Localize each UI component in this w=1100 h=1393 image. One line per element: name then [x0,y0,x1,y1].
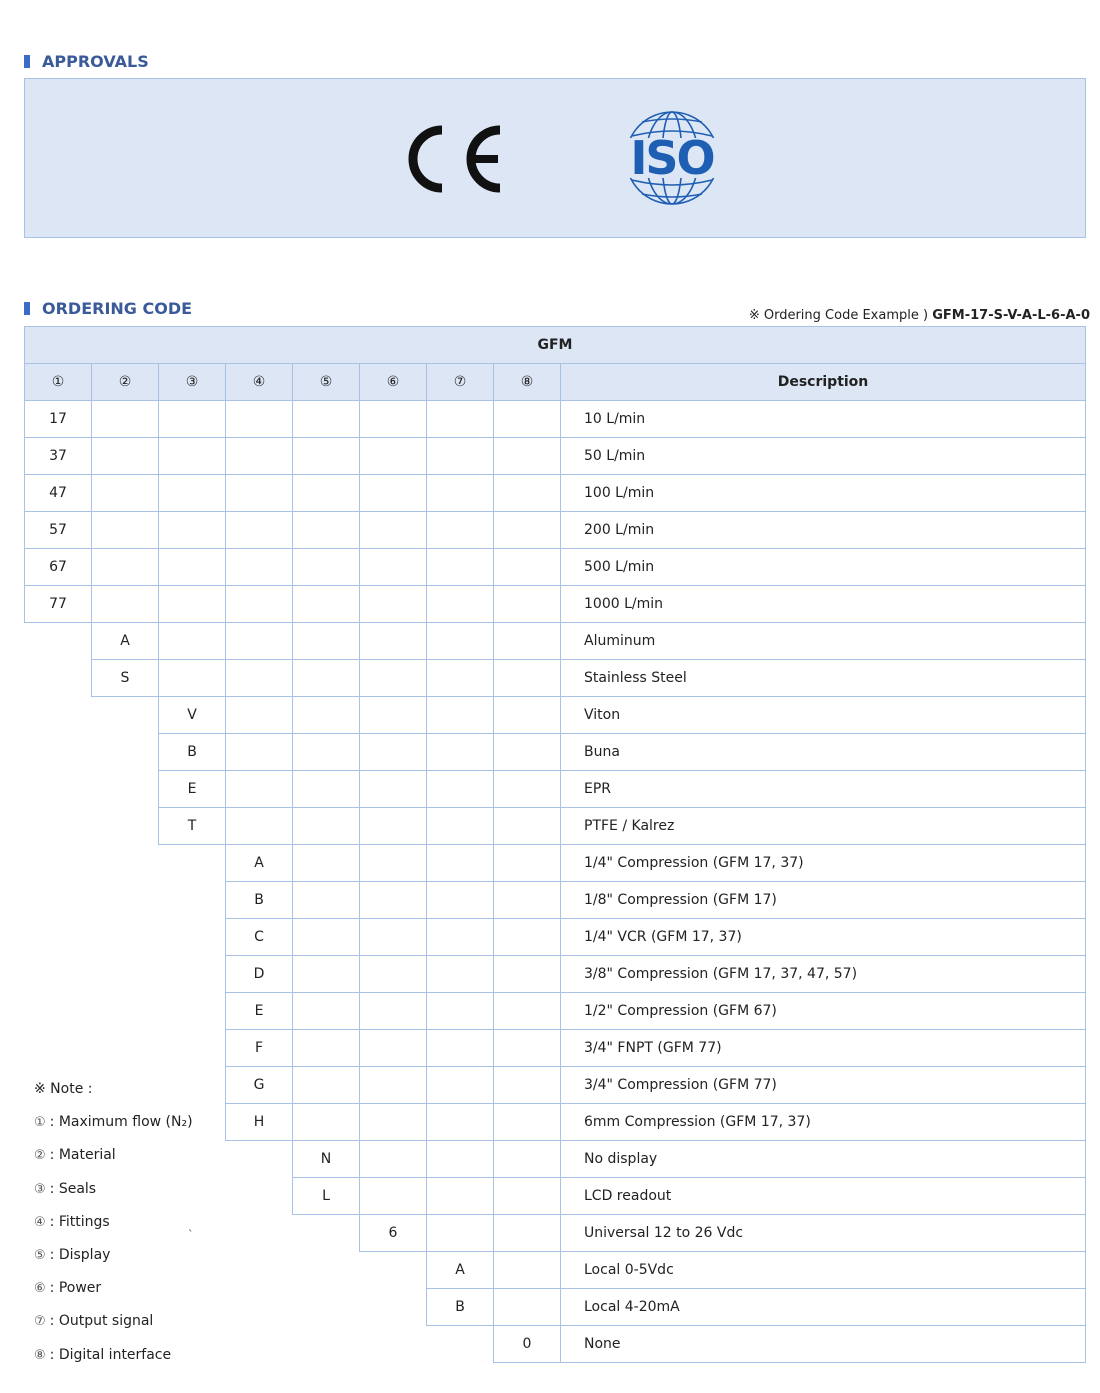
code-cell: 0 [494,1326,561,1363]
grid-cell [360,956,427,993]
grid-cell [360,1104,427,1141]
empty-cell [293,1289,360,1326]
code-cell: N [293,1141,360,1178]
description-cell: 100 L/min [561,475,1086,512]
note-number: ③ [34,1181,46,1197]
empty-cell [159,956,226,993]
description-cell: Aluminum [561,623,1086,660]
note-item [34,1342,219,1375]
grid-cell [360,993,427,1030]
stray-mark: ` [188,1228,194,1241]
grid-cell [293,401,360,438]
grid-cell [159,586,226,623]
description-cell: LCD readout [561,1178,1086,1215]
grid-cell [494,919,561,956]
grid-cell [226,660,293,697]
empty-cell [360,1289,427,1326]
grid-cell [494,845,561,882]
grid-cell [293,919,360,956]
grid-cell [494,1141,561,1178]
grid-cell [159,660,226,697]
note-number: ⑦ [34,1314,46,1330]
heading-marker [24,55,30,68]
description-cell: Stainless Steel [561,660,1086,697]
grid-cell [427,919,494,956]
grid-cell [494,512,561,549]
empty-cell [92,771,159,808]
grid-cell [427,882,494,919]
code-cell: B [159,734,226,771]
empty-cell [25,808,92,845]
note-item [34,1275,219,1308]
table-row [25,475,1086,512]
note-text: : Power [49,1280,102,1297]
description-cell: 6mm Compression (GFM 17, 37) [561,1104,1086,1141]
description-cell: Local 4-20mA [561,1289,1086,1326]
description-cell: No display [561,1141,1086,1178]
note-text: : Material [49,1147,116,1164]
grid-cell [159,549,226,586]
grid-cell [427,1178,494,1215]
table-row [25,734,1086,771]
note-item [34,1142,219,1175]
grid-cell [427,549,494,586]
description-cell: 3/8" Compression (GFM 17, 37, 47, 57) [561,956,1086,993]
empty-cell [159,919,226,956]
code-cell: T [159,808,226,845]
empty-cell [92,1030,159,1067]
empty-cell [226,1289,293,1326]
table-row [25,1030,1086,1067]
note-number: ④ [34,1214,46,1230]
grid-cell [360,808,427,845]
grid-cell [293,845,360,882]
grid-cell [494,734,561,771]
grid-cell [293,660,360,697]
grid-cell [360,1141,427,1178]
code-cell: 6 [360,1215,427,1252]
empty-cell [25,623,92,660]
description-cell: 1/2" Compression (GFM 67) [561,993,1086,1030]
grid-cell [360,845,427,882]
empty-cell [293,1252,360,1289]
empty-cell [159,882,226,919]
note-text: : Maximum flow (N₂) [49,1114,193,1131]
column-header-5: ⑤ [293,364,360,401]
table-row [25,993,1086,1030]
grid-cell [427,623,494,660]
grid-cell [360,697,427,734]
grid-cell [427,438,494,475]
grid-cell [427,512,494,549]
description-cell: 1000 L/min [561,586,1086,623]
grid-cell [427,993,494,1030]
grid-cell [293,882,360,919]
grid-cell [293,475,360,512]
empty-cell [360,1252,427,1289]
code-cell: A [226,845,293,882]
code-cell: A [427,1252,494,1289]
approvals-heading [24,52,149,71]
grid-cell [494,549,561,586]
code-cell: 57 [25,512,92,549]
description-cell: 1/4" Compression (GFM 17, 37) [561,845,1086,882]
grid-cell [494,1215,561,1252]
grid-cell [494,771,561,808]
empty-cell [25,771,92,808]
empty-cell [427,1326,494,1363]
grid-cell [92,401,159,438]
grid-cell [427,660,494,697]
table-row [25,845,1086,882]
grid-cell [494,808,561,845]
grid-cell [494,401,561,438]
grid-cell [494,956,561,993]
ordering-code-example [749,308,1090,323]
note-item [34,1109,219,1142]
note-text: : Output signal [49,1313,154,1330]
empty-cell [226,1178,293,1215]
code-cell: B [226,882,293,919]
description-cell: EPR [561,771,1086,808]
grid-cell [494,697,561,734]
grid-cell [159,401,226,438]
column-header-1: ① [25,364,92,401]
empty-cell [25,956,92,993]
grid-cell [494,660,561,697]
grid-cell [293,586,360,623]
grid-cell [427,808,494,845]
code-cell: 17 [25,401,92,438]
grid-cell [494,1252,561,1289]
grid-cell [360,771,427,808]
grid-cell [427,1030,494,1067]
table-row [25,623,1086,660]
column-header-8: ⑧ [494,364,561,401]
grid-cell [159,623,226,660]
grid-cell [427,401,494,438]
grid-cell [494,1104,561,1141]
grid-cell [494,586,561,623]
code-cell: 37 [25,438,92,475]
grid-cell [293,993,360,1030]
grid-cell [159,438,226,475]
grid-cell [427,771,494,808]
grid-cell [360,1178,427,1215]
grid-cell [226,475,293,512]
grid-cell [226,734,293,771]
grid-cell [293,734,360,771]
table-row [25,401,1086,438]
grid-cell [427,734,494,771]
empty-cell [92,734,159,771]
grid-cell [293,438,360,475]
grid-cell [226,808,293,845]
empty-cell [25,660,92,697]
grid-cell [360,512,427,549]
code-cell: L [293,1178,360,1215]
svg-text:ISO: ISO [630,131,714,185]
table-row [25,438,1086,475]
grid-cell [427,845,494,882]
description-cell: PTFE / Kalrez [561,808,1086,845]
grid-cell [226,438,293,475]
grid-cell [427,1141,494,1178]
grid-cell [92,512,159,549]
empty-cell [92,808,159,845]
code-cell: A [92,623,159,660]
grid-cell [159,475,226,512]
grid-cell [360,401,427,438]
description-cell: 3/4" FNPT (GFM 77) [561,1030,1086,1067]
grid-cell [494,475,561,512]
code-cell: H [226,1104,293,1141]
note-text: : Seals [49,1180,97,1197]
grid-cell [360,623,427,660]
empty-cell [25,845,92,882]
empty-cell [25,993,92,1030]
description-cell: 3/4" Compression (GFM 77) [561,1067,1086,1104]
grid-cell [360,438,427,475]
grid-cell [360,882,427,919]
code-cell: C [226,919,293,956]
table-row [25,586,1086,623]
code-cell: S [92,660,159,697]
empty-cell [92,697,159,734]
table-row [25,771,1086,808]
description-cell: 1/8" Compression (GFM 17) [561,882,1086,919]
grid-cell [92,549,159,586]
code-cell: E [226,993,293,1030]
heading-marker [24,302,30,315]
column-header-3: ③ [159,364,226,401]
table-row [25,549,1086,586]
code-cell: F [226,1030,293,1067]
grid-cell [360,734,427,771]
table-row [25,882,1086,919]
grid-cell [360,1030,427,1067]
example-prefix: ※ Ordering Code Example ) [748,308,929,323]
grid-cell [293,1104,360,1141]
table-row [25,697,1086,734]
iso-logo [614,108,730,208]
note-item [34,1242,219,1275]
empty-cell [92,882,159,919]
grid-cell [293,549,360,586]
note-number: ⑤ [34,1247,46,1263]
description-cell: Buna [561,734,1086,771]
code-cell: V [159,697,226,734]
grid-cell [494,1289,561,1326]
description-cell: Viton [561,697,1086,734]
grid-cell [226,697,293,734]
description-cell: 1/4" VCR (GFM 17, 37) [561,919,1086,956]
grid-cell [226,401,293,438]
code-cell: 77 [25,586,92,623]
code-cell: E [159,771,226,808]
table-row [25,660,1086,697]
empty-cell [226,1252,293,1289]
column-header-2: ② [92,364,159,401]
notes-list [34,1109,219,1375]
description-cell: 200 L/min [561,512,1086,549]
grid-cell [293,1030,360,1067]
grid-cell [427,1104,494,1141]
grid-cell [494,993,561,1030]
table-title: GFM [25,327,1086,364]
grid-cell [226,512,293,549]
empty-cell [92,956,159,993]
column-header-7: ⑦ [427,364,494,401]
grid-cell [427,956,494,993]
empty-cell [226,1215,293,1252]
description-cell: 500 L/min [561,549,1086,586]
grid-cell [427,475,494,512]
ce-mark-logo [408,124,508,194]
grid-cell [293,808,360,845]
grid-cell [360,919,427,956]
grid-cell [226,586,293,623]
notes-section [34,1076,219,1375]
empty-cell [226,1141,293,1178]
empty-cell [360,1326,427,1363]
code-cell: D [226,956,293,993]
grid-cell [427,1067,494,1104]
grid-cell [92,475,159,512]
grid-cell [494,623,561,660]
grid-cell [427,1215,494,1252]
description-cell: Universal 12 to 26 Vdc [561,1215,1086,1252]
empty-cell [293,1215,360,1252]
grid-cell [226,549,293,586]
note-number: ⑧ [34,1347,46,1363]
grid-cell [360,586,427,623]
grid-cell [293,1067,360,1104]
empty-cell [159,845,226,882]
grid-cell [360,475,427,512]
empty-cell [159,1030,226,1067]
grid-cell [360,549,427,586]
empty-cell [25,697,92,734]
note-text: : Fittings [49,1213,110,1230]
note-text: : Display [49,1246,111,1263]
code-cell: 47 [25,475,92,512]
table-row [25,512,1086,549]
grid-cell [159,512,226,549]
grid-cell [427,697,494,734]
ordering-title-text: ORDERING CODE [42,299,193,318]
grid-cell [92,438,159,475]
empty-cell [92,993,159,1030]
note-item [34,1176,219,1209]
grid-cell [494,1030,561,1067]
ordering-code-heading [24,299,192,318]
example-code: GFM-17-S-V-A-L-6-A-0 [932,308,1090,323]
code-cell: G [226,1067,293,1104]
note-item [34,1308,219,1341]
grid-cell [293,697,360,734]
column-header-6: ⑥ [360,364,427,401]
grid-cell [494,1178,561,1215]
approvals-title-text: APPROVALS [42,52,149,71]
grid-cell [226,623,293,660]
grid-cell [293,956,360,993]
note-number: ② [34,1148,46,1164]
empty-cell [226,1326,293,1363]
code-cell: 67 [25,549,92,586]
grid-cell [494,1067,561,1104]
grid-cell [293,771,360,808]
empty-cell [25,882,92,919]
grid-cell [494,882,561,919]
grid-cell [494,438,561,475]
description-cell: 50 L/min [561,438,1086,475]
column-header-row [25,364,1086,401]
table-row [25,956,1086,993]
empty-cell [159,993,226,1030]
grid-cell [226,771,293,808]
empty-cell [25,919,92,956]
grid-cell [293,512,360,549]
table-row [25,919,1086,956]
empty-cell [25,734,92,771]
code-cell: B [427,1289,494,1326]
note-number: ⑥ [34,1281,46,1297]
grid-cell [360,660,427,697]
grid-cell [92,586,159,623]
approvals-panel [24,78,1086,238]
empty-cell [92,845,159,882]
description-cell: None [561,1326,1086,1363]
grid-cell [360,1067,427,1104]
grid-cell [293,623,360,660]
table-row [25,808,1086,845]
note-text: : Digital interface [49,1346,172,1363]
grid-cell [427,586,494,623]
empty-cell [92,919,159,956]
description-header: Description [561,364,1086,401]
column-header-4: ④ [226,364,293,401]
description-cell: 10 L/min [561,401,1086,438]
notes-title: ※ Note : [34,1081,93,1097]
description-cell: Local 0-5Vdc [561,1252,1086,1289]
empty-cell [25,1030,92,1067]
empty-cell [293,1326,360,1363]
note-number: ① [34,1115,46,1131]
